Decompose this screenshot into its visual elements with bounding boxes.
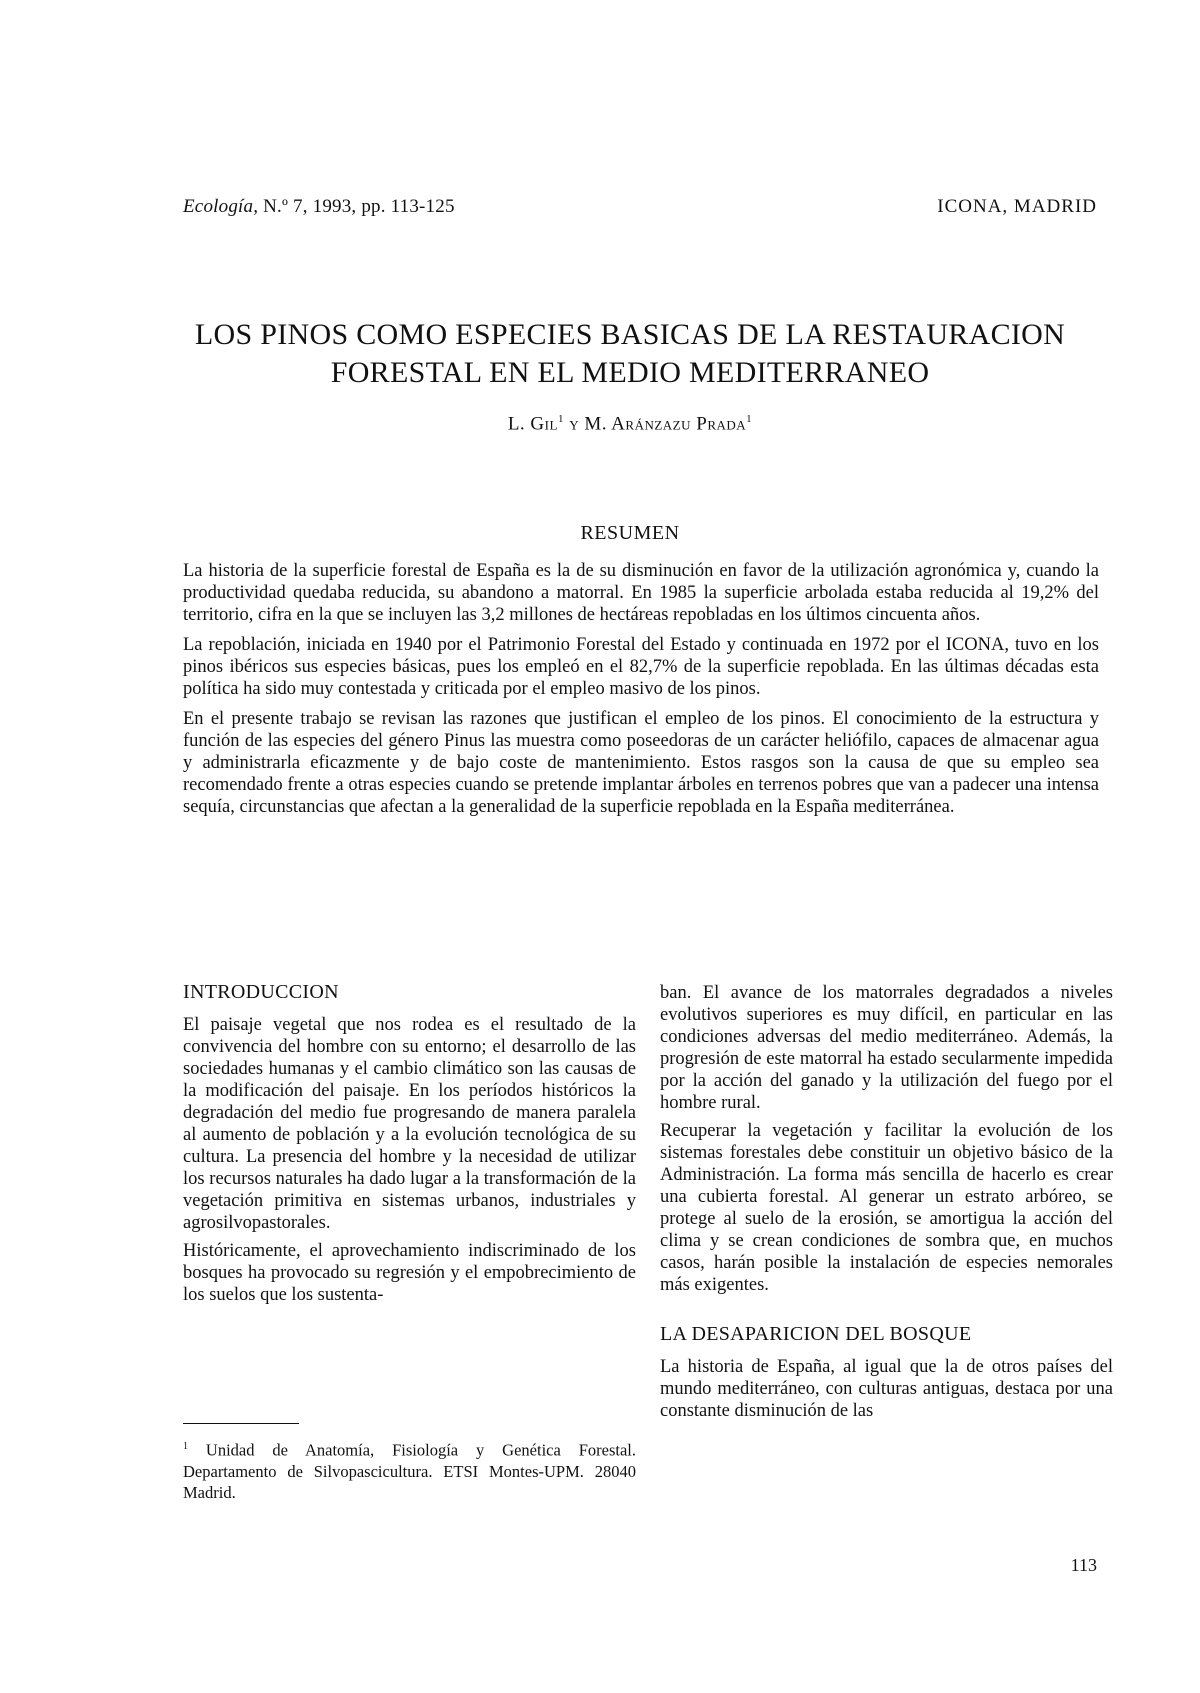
- intro-paragraph-2: Históricamente, el aprovechamiento indiscriminado de los bosques ha provocado su regresión y el empobrecimiento de los suelos que los sustenta-: [183, 1241, 636, 1305]
- footnote-divider: [183, 1423, 299, 1424]
- section-heading-introduction: INTRODUCCION: [183, 981, 339, 1003]
- running-header-publisher: ICONA, MADRID: [937, 196, 1097, 217]
- abstract-paragraph-1: La historia de la superficie forestal de España es la de su disminución en favor de la utilización agronómica y, cuando la productividad quedaba reducida, su abandono a matorral. En 1985 la superficie arbolada estaba reducida al 19,2% del territorio, cifra en la que se incluyen las 3,2 millones de hectáreas repobladas en los últimos cincuenta años.: [183, 561, 1099, 625]
- abstract-body: [183, 560, 1099, 826]
- abstract-heading: RESUMEN: [580, 522, 680, 544]
- right-column: [660, 982, 1113, 1428]
- footnote-text: Unidad de Anatomía, Fisiología y Genética Forestal. Departamento de Silvopascicultura. ETSI Montes-UPM. 28040 Madrid.: [183, 1440, 636, 1502]
- journal-name: Ecología,: [183, 196, 259, 217]
- author-2: M. Aránzazu Prada: [584, 413, 747, 435]
- author-list: [160, 413, 1100, 435]
- author-connector: y: [569, 413, 580, 435]
- title-line-1: LOS PINOS COMO ESPECIES BASICAS DE LA RESTAURACION: [194, 318, 1066, 351]
- section-heading-forest-loss: LA DESAPARICION DEL BOSQUE: [660, 1323, 972, 1345]
- left-column: [183, 980, 636, 1312]
- footnote-mark: 1: [183, 1441, 188, 1452]
- abstract-paragraph-2: La repoblación, iniciada en 1940 por el Patrimonio Forestal del Estado y continuada en 1972 por el ICONA, tuvo en los pinos ibéricos sus especies básicas, pues los empleó en el 82,7% de la superficie repoblada. En las últimas décadas esta política ha sido muy contestada y criticada por el empleo masivo de los pinos.: [183, 635, 1099, 699]
- section-2-paragraph-1: La historia de España, al igual que la de otros países del mundo mediterráneo, con culturas antiguas, destaca por una constante disminución de las: [660, 1357, 1113, 1421]
- page-number: 113: [1070, 1555, 1097, 1575]
- right-paragraph-1: ban. El avance de los matorrales degradados a niveles evolutivos superiores es muy difícil, en particular en las condiciones adversas del medio mediterráneo. Además, la progresión de este matorral ha estado secularmente impedida por la acción del ganado y la utilización del fuego por el hombre rural.: [660, 983, 1113, 1113]
- title-line-2: FORESTAL EN EL MEDIO MEDITERRANEO: [330, 356, 930, 389]
- footnote: [183, 1436, 636, 1503]
- author-2-affiliation-mark: 1: [746, 413, 753, 425]
- abstract-paragraph-3: En el presente trabajo se revisan las razones que justifican el empleo de los pinos. El conocimiento de la estructura y función de las especies del género Pinus las muestra como poseedoras de un carácter heliófilo, capaces de almacenar agua y administrarla eficazmente y de bajo coste de mantenimiento. Estos rasgos son la causa de que su empleo sea recomendado frente a otras especies cuando se pretende implantar árboles en terrenos pobres que van a padecer una intensa sequía, circunstancias que afectan a la generalidad de la superficie repoblada en la España mediterránea.: [183, 709, 1099, 817]
- issue-info: N.º 7, 1993, pp. 113-125: [263, 196, 455, 217]
- running-header-citation: [183, 196, 455, 218]
- paper-title: [160, 316, 1100, 392]
- intro-paragraph-1: El paisaje vegetal que nos rodea es el resultado de la convivencia del hombre con su entorno; el desarrollo de las sociedades humanas y el cambio climático son las causas de la modificación del paisaje. En los períodos históricos la degradación del medio fue progresando de manera paralela al aumento de población y a la evolución tecnológica de su cultura. La presencia del hombre y la necesidad de utilizar los recursos naturales ha dado lugar a la transformación de la vegetación primitiva en sistemas urbanos, industriales y agrosilvopastorales.: [183, 1015, 636, 1233]
- author-1-affiliation-mark: 1: [557, 413, 564, 425]
- author-1: L. Gil: [507, 413, 558, 435]
- right-paragraph-2: Recuperar la vegetación y facilitar la evolución de los sistemas forestales debe constituir un objetivo básico de la Administración. La forma más sencilla de hacerlo es crear una cubierta forestal. Al generar un estrato arbóreo, se protege al suelo de la erosión, se amortigua la acción del clima y se crean condiciones de sombra que, en muchos casos, harán posible la instalación de especies nemorales más exigentes.: [660, 1121, 1113, 1295]
